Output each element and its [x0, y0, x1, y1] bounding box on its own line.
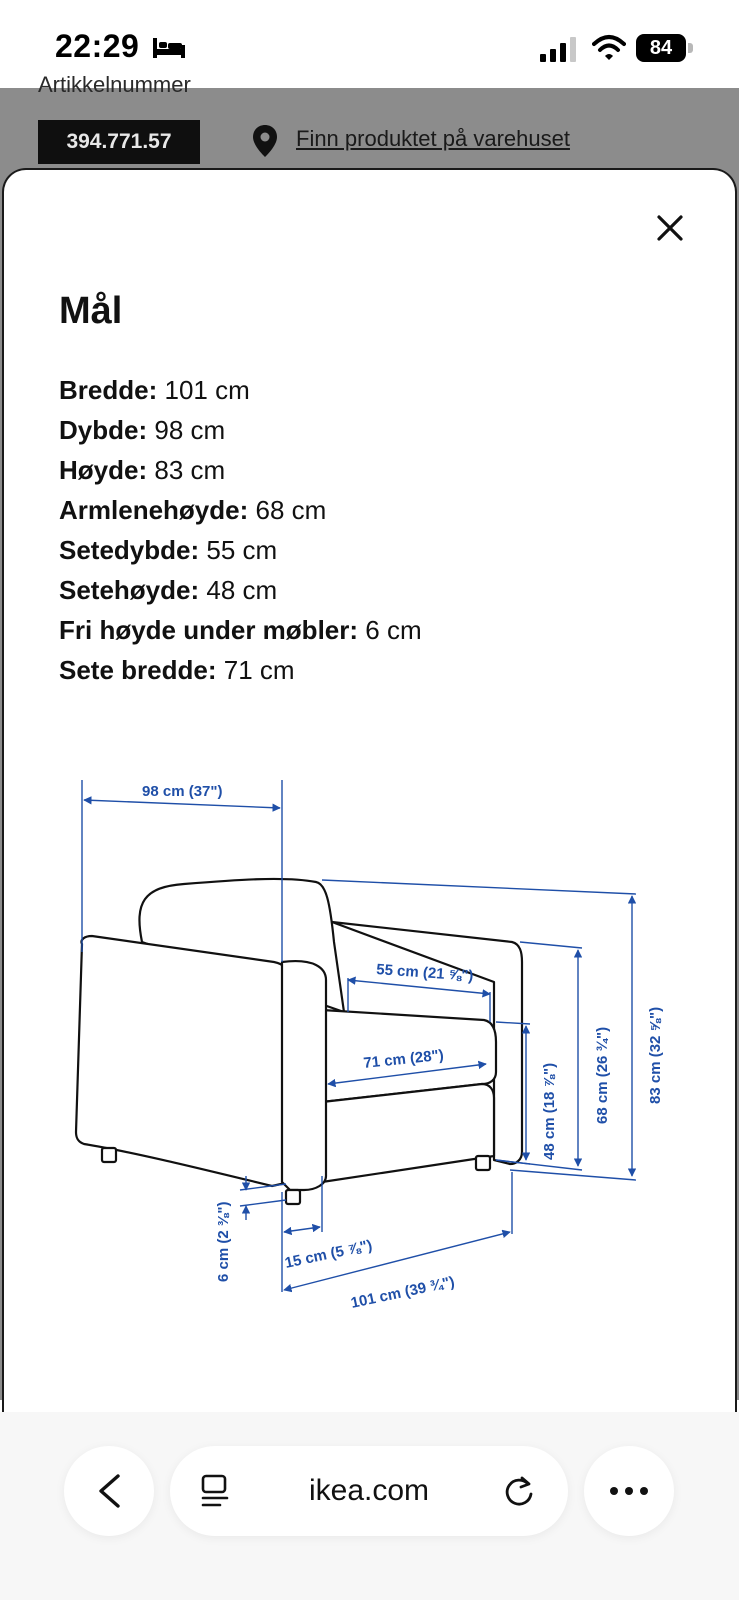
chevron-left-icon [96, 1473, 122, 1509]
dimension-row-width [59, 370, 699, 410]
seat-height-dimension-label: 48 cm (18 ⅞") [541, 1062, 558, 1160]
dimension-label: Armlenehøyde: [59, 495, 249, 525]
seat-width-dimension-label: 71 cm (28") [362, 1046, 445, 1072]
dimension-row-depth [59, 410, 699, 450]
arm-height-dimension-label: 68 cm (26 ¾") [594, 1026, 611, 1124]
dimension-label: Setehøyde: [59, 575, 200, 605]
cellular-signal-icon [540, 36, 578, 62]
dimension-value: 98 cm [154, 415, 226, 445]
dimension-row-seat-width [59, 650, 699, 690]
width-dimension-label: 101 cm (39 ¾") [349, 1273, 457, 1312]
dimension-value: 83 cm [154, 455, 226, 485]
dimension-label: Setedybde: [59, 535, 200, 565]
more-options-button[interactable] [584, 1446, 674, 1536]
status-time: 22:29 [55, 28, 140, 64]
reload-icon[interactable] [502, 1474, 536, 1508]
back-button[interactable] [64, 1446, 154, 1536]
dimension-label: Bredde: [59, 375, 158, 405]
dimension-row-height [59, 450, 699, 490]
article-number-badge: 394.771.57 [38, 120, 200, 164]
location-pin-icon [252, 124, 278, 158]
tab-overview-icon[interactable] [200, 1474, 230, 1508]
url-text[interactable]: ikea.com [308, 1474, 430, 1507]
dimension-label: Dybde: [59, 415, 148, 445]
depth-dimension-label: 98 cm (37") [142, 783, 223, 800]
dimension-row-clearance [59, 610, 699, 650]
battery-indicator [636, 34, 694, 62]
dimension-value: 71 cm [223, 655, 295, 685]
dimension-value: 55 cm [206, 535, 278, 565]
close-icon [656, 214, 684, 242]
dimension-value: 101 cm [164, 375, 250, 405]
article-number-label: Artikkelnummer [38, 72, 191, 97]
battery-cap [688, 43, 693, 53]
address-bar[interactable] [170, 1446, 568, 1536]
dimension-value: 48 cm [206, 575, 278, 605]
sleep-mode-icon [152, 36, 186, 60]
armchair-dimension-diagram [64, 772, 684, 1332]
dimension-row-arm-height [59, 490, 699, 530]
dimensions-sheet [2, 168, 737, 1428]
armchair-drawing [76, 879, 522, 1204]
dimension-value: 68 cm [255, 495, 327, 525]
seat-depth-dimension-label: 55 cm (21 ⅝") [375, 961, 474, 985]
dimension-label: Sete bredde: [59, 655, 217, 685]
height-dimension-label: 83 cm (32 ⅝") [647, 1006, 664, 1104]
arm-width-dimension-label: 15 cm (5 ⅞") [283, 1236, 374, 1272]
browser-toolbar [0, 1412, 739, 1600]
dimension-row-seat-height [59, 570, 699, 610]
ellipsis-icon [609, 1486, 649, 1496]
battery-level: 84 [636, 34, 686, 62]
dimension-value: 6 cm [365, 615, 422, 645]
clearance-dimension-label: 6 cm (2 ⅜") [215, 1201, 232, 1282]
dimensions-list [59, 370, 699, 690]
dimension-label: Høyde: [59, 455, 148, 485]
sheet-title: Mål [59, 290, 123, 332]
dimension-label: Fri høyde under møbler: [59, 615, 359, 645]
wifi-icon [592, 34, 626, 62]
close-button[interactable] [648, 206, 692, 250]
find-in-store-link[interactable]: Finn produktet på varehuset [296, 126, 570, 151]
dimension-row-seat-depth [59, 530, 699, 570]
